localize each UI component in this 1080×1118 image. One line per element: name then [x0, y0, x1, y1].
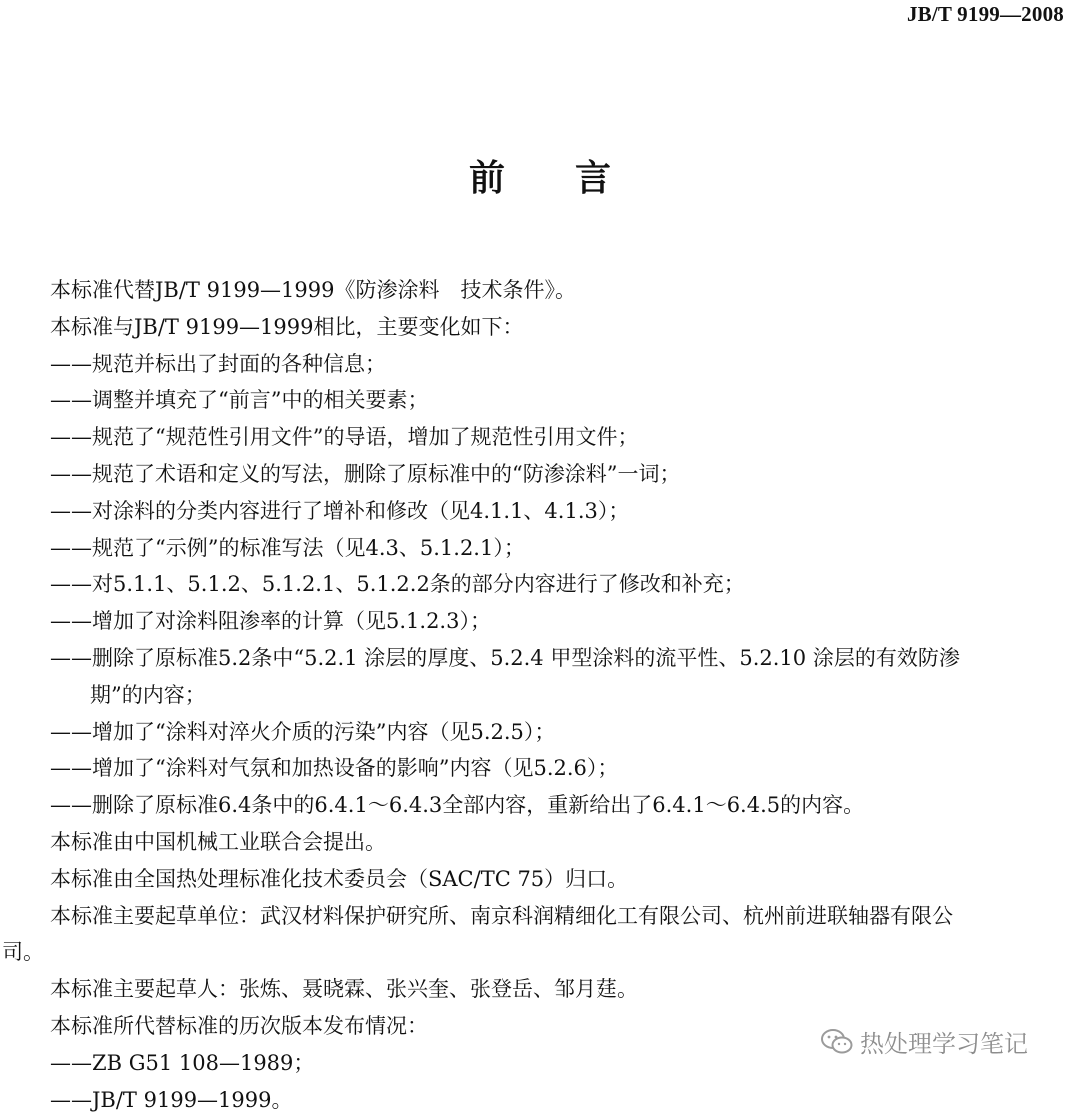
- change-item: ——删除了原标准6.4条中的6.4.1～6.4.3全部内容，重新给出了6.4.1～6.4.5的内容。: [50, 793, 865, 818]
- paragraph-proposed-by: 本标准由中国机械工业联合会提出。: [50, 829, 386, 854]
- change-item: ——规范了“示例”的标准写法（见4.3、5.1.2.1）；: [50, 535, 525, 560]
- previous-edition-item: ——JB/T 9199—1999。: [50, 1087, 293, 1112]
- paragraph-drafting-units-continuation: 司。: [2, 940, 44, 965]
- title-char-2: 言: [575, 157, 612, 199]
- change-item: ——对涂料的分类内容进行了增补和修改（见4.1.1、4.1.3）；: [50, 498, 630, 523]
- page-title: [0, 150, 1080, 201]
- standard-code: JB/T 9199—2008: [906, 2, 1064, 26]
- paragraph-under-jurisdiction: 本标准由全国热处理标准化技术委员会（SAC/TC 75）归口。: [50, 866, 629, 891]
- watermark-text: 热处理学习笔记: [860, 1030, 1028, 1058]
- paragraph-changes-intro: 本标准与JB/T 9199—1999相比，主要变化如下：: [50, 314, 524, 339]
- change-item: ——增加了“涂料对淬火介质的污染”内容（见5.2.5）；: [50, 719, 556, 744]
- change-item: ——规范了“规范性引用文件”的导语，增加了规范性引用文件；: [50, 425, 639, 450]
- change-item: ——对5.1.1、5.1.2、5.1.2.1、5.1.2.2条的部分内容进行了修改和补充；: [50, 572, 745, 597]
- change-item: ——删除了原标准5.2条中“5.2.1 涂层的厚度、5.2.4 甲型涂料的流平性、5.2.10 涂层的有效防渗: [50, 645, 960, 670]
- foreword-body: [0, 272, 1080, 1118]
- paragraph-replaces: 本标准代替JB/T 9199—1999《防渗涂料 技术条件》。: [50, 278, 576, 302]
- title-char-1: 前: [468, 157, 505, 199]
- change-item: ——增加了“涂料对气氛和加热设备的影响”内容（见5.2.6）；: [50, 756, 619, 781]
- paragraph-drafters: 本标准主要起草人：张炼、聂晓霖、张兴奎、张登岳、邹月莛。: [50, 977, 638, 1002]
- previous-edition-item: ——ZB G51 108—1989；: [50, 1050, 315, 1075]
- paragraph-previous-editions: 本标准所代替标准的历次版本发布情况：: [50, 1013, 428, 1038]
- change-item-continuation: 期”的内容；: [90, 682, 206, 707]
- watermark: [820, 1024, 1028, 1059]
- change-item: ——调整并填充了“前言”中的相关要素；: [50, 388, 429, 413]
- paragraph-drafting-units: 本标准主要起草单位：武汉材料保护研究所、南京科润精细化工有限公司、杭州前进联轴器有限公: [50, 903, 953, 928]
- change-item: ——增加了对涂料阻渗率的计算（见5.1.2.3）；: [50, 609, 491, 634]
- change-item: ——规范并标出了封面的各种信息；: [50, 351, 386, 376]
- wechat-icon: [820, 1028, 854, 1056]
- change-item: ——规范了术语和定义的写法，删除了原标准中的“防渗涂料”一词；: [50, 461, 681, 486]
